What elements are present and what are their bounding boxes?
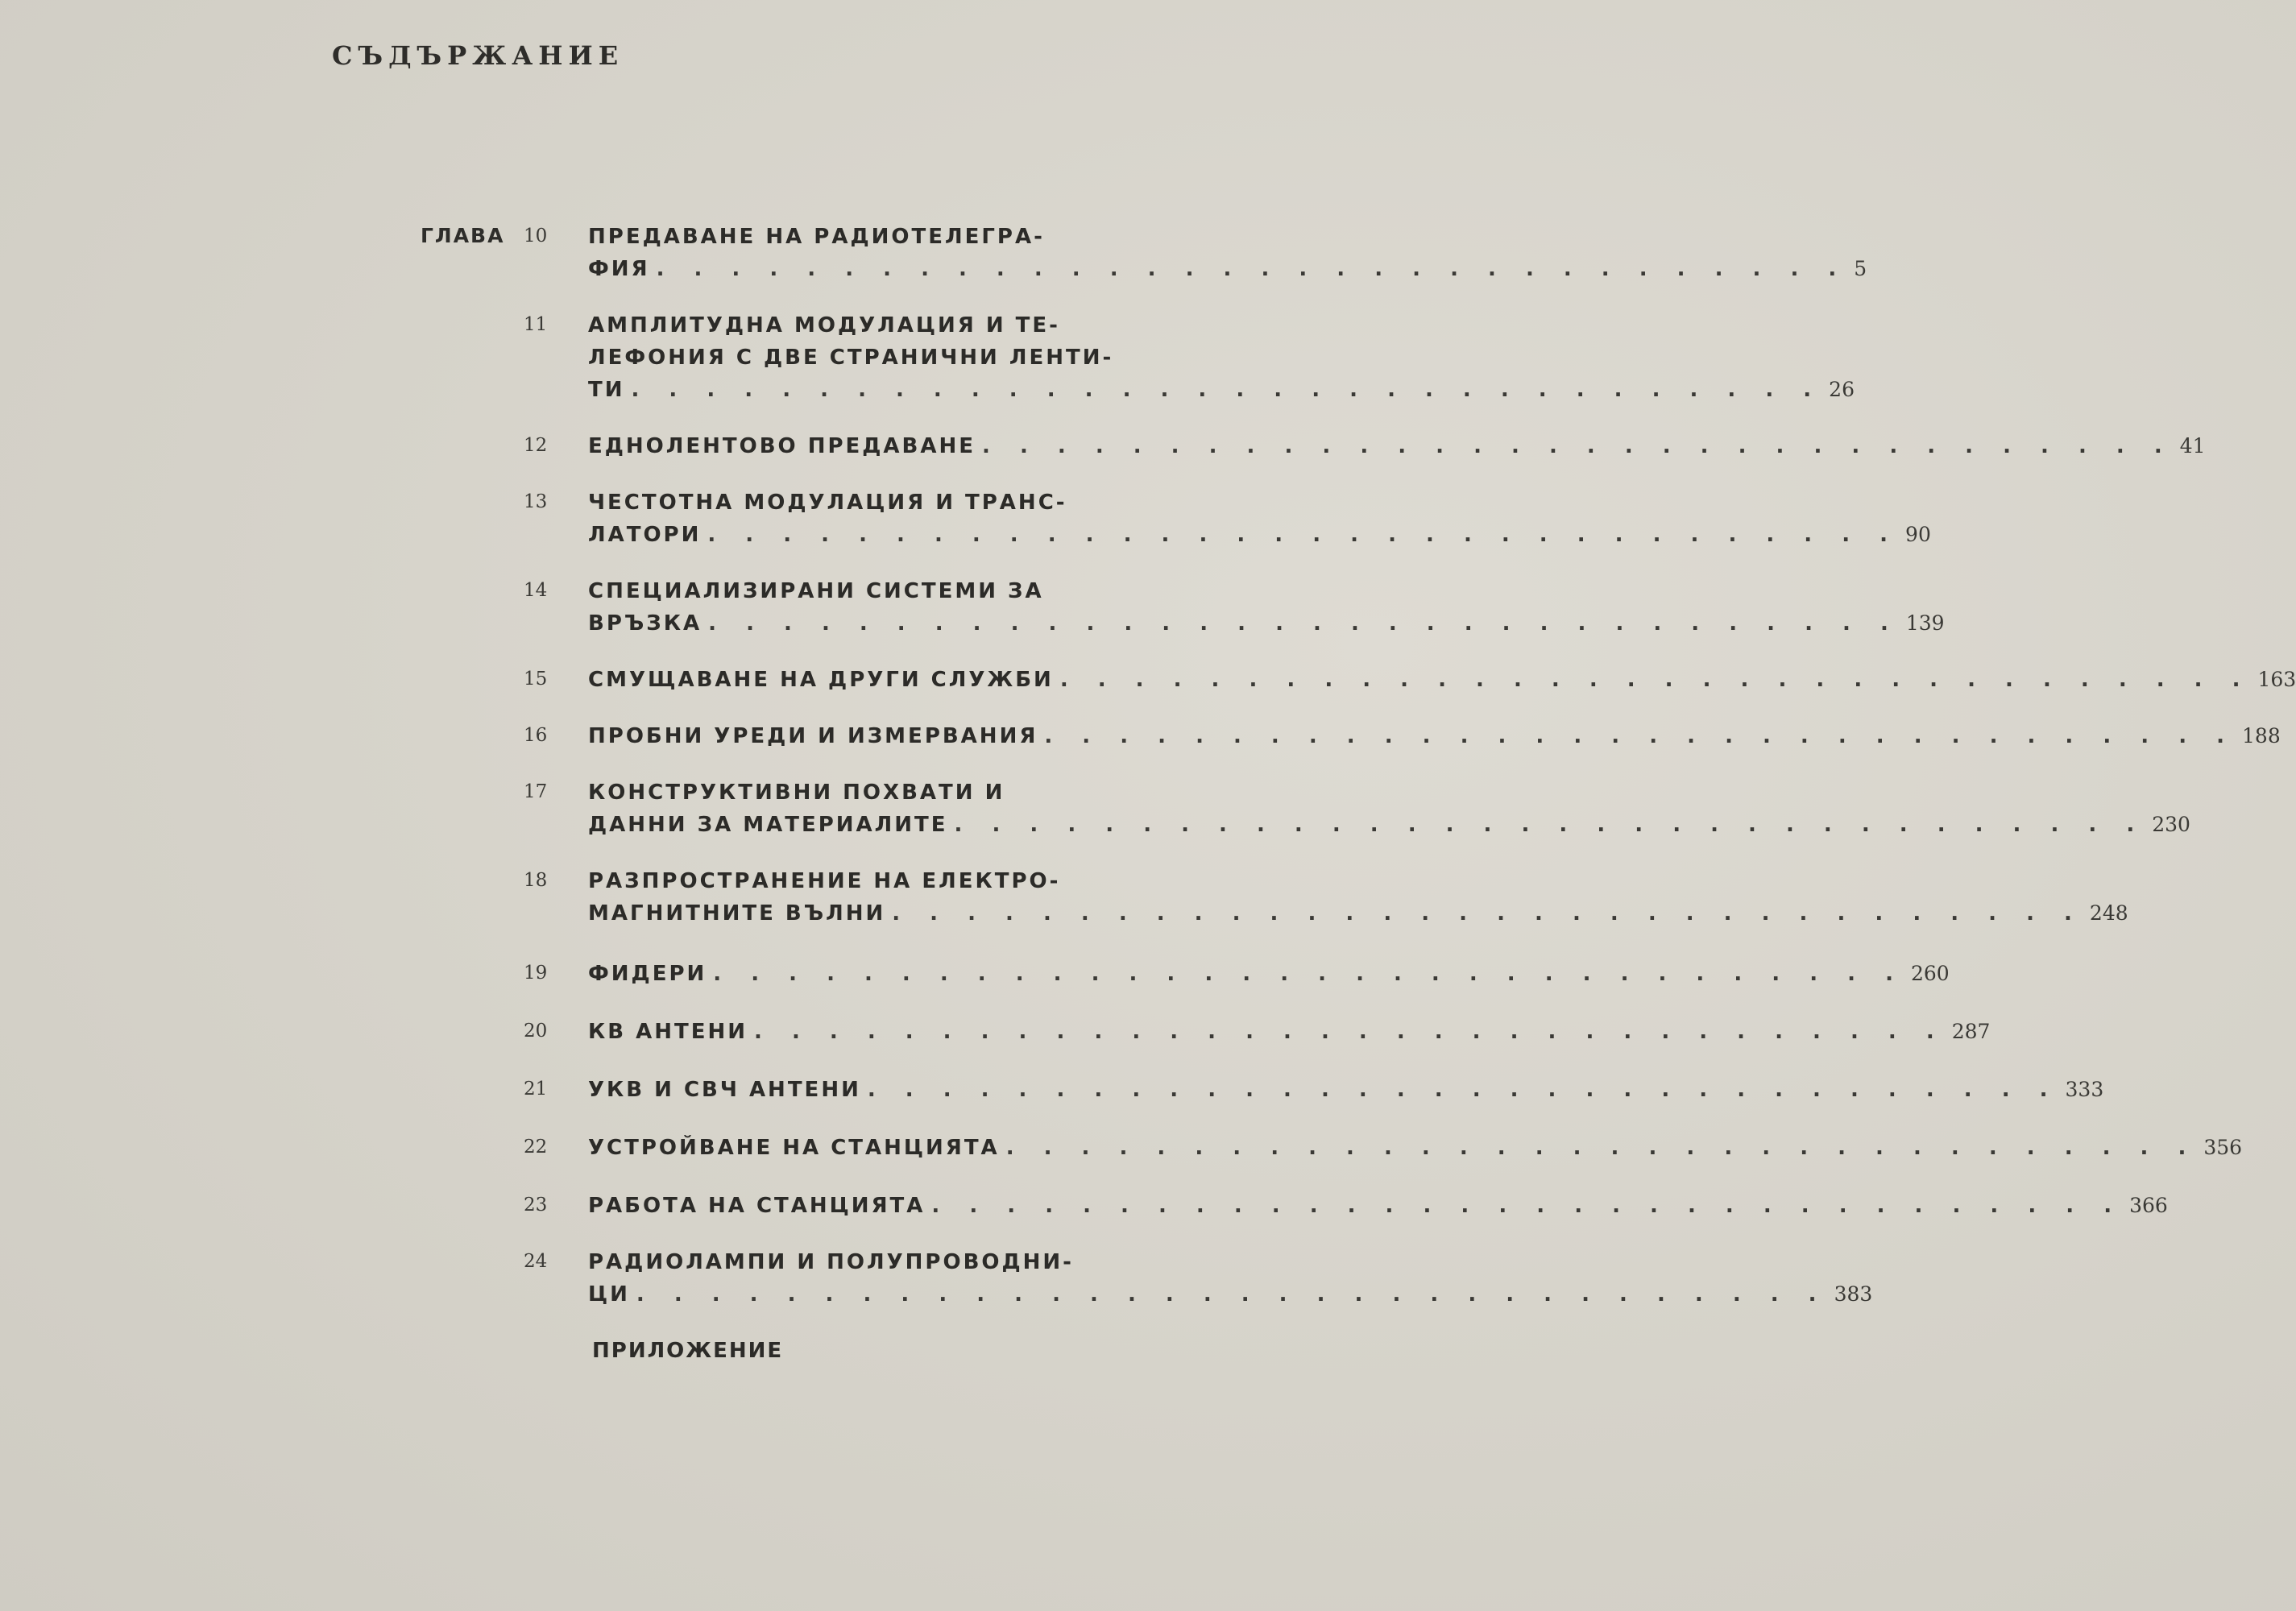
chapter-number: 13 — [524, 491, 548, 512]
page-number: 139 — [1905, 611, 1945, 635]
page-number: 5 — [1854, 257, 1867, 280]
chapter-title — [588, 1190, 2168, 1222]
appendix-entry[interactable]: ПРИЛОЖЕНИЕ — [592, 1339, 784, 1363]
chapter-title-line — [588, 1016, 1991, 1048]
chapter-title — [588, 1132, 2243, 1164]
page-number: 26 — [1829, 378, 1855, 401]
chapter-title-text: КВ АНТЕНИ — [588, 1020, 748, 1044]
chapter-title-line — [588, 1190, 2168, 1222]
chapter-title-line — [588, 253, 1867, 285]
chapter-number: 19 — [524, 963, 548, 984]
chapter-title-line: АМПЛИТУДНА МОДУЛАЦИЯ И ТЕ- — [588, 313, 1060, 338]
page-number: 230 — [2152, 813, 2190, 836]
page-number: 260 — [1910, 962, 1950, 985]
chapter-title-text: ЦИ — [588, 1282, 630, 1307]
chapter-title — [588, 865, 2128, 930]
chapter-number: 16 — [524, 725, 548, 746]
chapter-title-text: ФИЯ — [588, 257, 650, 281]
dot-leader: . . . . . . . . . . . . . . . . . . . . . . . . . . . . . . . . — [708, 611, 1900, 636]
chapter-title-line — [588, 664, 2296, 696]
chapter-number: 24 — [524, 1251, 548, 1272]
chapter-title-line — [588, 519, 1931, 551]
chapter-title-text: ФИДЕРИ — [588, 962, 707, 986]
dot-leader: . . . . . . . . . . . . . . . . . . . . . . . . . . . . . . . . — [713, 962, 1904, 986]
chapter-number: 17 — [524, 781, 548, 802]
chapter-title-line: ЛЕФОНИЯ С ДВЕ СТРАНИЧНИ ЛЕНТИ- — [588, 346, 1114, 370]
chapter-title-line — [588, 607, 1945, 640]
chapter-title-text: ЕДНОЛЕНТОВО ПРЕДАВАНЕ — [588, 434, 976, 458]
chapter-number: 10 — [524, 226, 548, 246]
chapter-title — [588, 958, 1950, 990]
chapter-title-text: ДАННИ ЗА МАТЕРИАЛИТЕ — [588, 813, 948, 837]
chapter-title — [588, 430, 2206, 462]
dot-leader: . . . . . . . . . . . . . . . . . . . . . . . . . . . . . . . . — [892, 901, 2083, 926]
chapter-title — [588, 575, 1945, 640]
chapter-title-text: ЛАТОРИ — [588, 523, 702, 547]
chapter-title-line: ПРЕДАВАНЕ НА РАДИОТЕЛЕГРА- — [588, 225, 1045, 249]
chapter-number: 14 — [524, 580, 548, 601]
dot-leader: . . . . . . . . . . . . . . . . . . . . . . . . . . . . . . . . — [931, 1194, 2124, 1218]
chapter-title-line — [588, 1074, 2104, 1106]
page-number: 90 — [1905, 523, 1931, 546]
chapter-number: 11 — [524, 314, 548, 335]
dot-leader: . . . . . . . . . . . . . . . . . . . . . . . . . . . . . . . . — [754, 1020, 1946, 1044]
chapter-title-line — [588, 1132, 2243, 1164]
chapter-title-line — [588, 1278, 1873, 1311]
chapter-number: 22 — [524, 1137, 548, 1158]
page-title: СЪДЪРЖАНИЕ — [332, 40, 624, 71]
dot-leader: . . . . . . . . . . . . . . . . . . . . . . . . . . . . . . . . — [707, 523, 1900, 547]
chapter-title — [588, 664, 2296, 696]
chapter-number: 23 — [524, 1195, 548, 1215]
dot-leader: . . . . . . . . . . . . . . . . . . . . . . . . . . . . . . . . — [867, 1078, 2059, 1102]
page-number: 41 — [2179, 434, 2206, 458]
page-number: 333 — [2065, 1078, 2104, 1101]
chapter-title — [588, 777, 2190, 841]
chapter-title-line: КОНСТРУКТИВНИ ПОХВАТИ И — [588, 781, 1005, 805]
chapter-number: 20 — [524, 1021, 548, 1042]
dot-leader: . . . . . . . . . . . . . . . . . . . . . . . . . . . . . . . . — [1044, 724, 2236, 748]
chapter-title — [588, 1074, 2104, 1106]
dot-leader: . . . . . . . . . . . . . . . . . . . . . . . . . . . . . . . . — [982, 434, 2174, 458]
page-number: 188 — [2242, 724, 2281, 748]
page-number: 287 — [1951, 1020, 1991, 1043]
page-number: 366 — [2129, 1194, 2168, 1217]
chapter-title-line — [588, 720, 2281, 752]
chapter-title-line — [588, 958, 1950, 990]
chapter-title-line: РАДИОЛАМПИ И ПОЛУПРОВОДНИ- — [588, 1250, 1074, 1274]
chapter-title-line: ЧЕСТОТНА МОДУЛАЦИЯ И ТРАНС- — [588, 491, 1067, 515]
chapter-number: 18 — [524, 870, 548, 891]
page-number: 248 — [2089, 901, 2128, 925]
page-number: 356 — [2203, 1136, 2243, 1159]
chapter-title-line — [588, 374, 1855, 406]
chapter-title — [588, 487, 1931, 551]
chapter-title-text: ПРОБНИ УРЕДИ И ИЗМЕРВАНИЯ — [588, 724, 1038, 748]
page-number: 383 — [1834, 1282, 1873, 1306]
dot-leader: . . . . . . . . . . . . . . . . . . . . . . . . . . . . . . . . — [954, 813, 2146, 837]
chapter-number: 15 — [524, 669, 548, 690]
chapter-title-line — [588, 809, 2190, 841]
chapter-title — [588, 309, 1855, 406]
chapter-title — [588, 1016, 1991, 1048]
chapter-number: 12 — [524, 435, 548, 456]
chapter-number: 21 — [524, 1079, 548, 1100]
dot-leader: . . . . . . . . . . . . . . . . . . . . . . . . . . . . . . . . — [636, 1282, 1828, 1307]
chapter-title-text: СМУЩАВАНЕ НА ДРУГИ СЛУЖБИ — [588, 668, 1054, 692]
chapter-title — [588, 1246, 1873, 1311]
chapter-title — [588, 221, 1867, 285]
chapter-title-line — [588, 430, 2206, 462]
chapter-title-line — [588, 897, 2128, 930]
dot-leader: . . . . . . . . . . . . . . . . . . . . . . . . . . . . . . . . — [631, 378, 1823, 402]
page-number: 163 — [2257, 668, 2296, 691]
dot-leader: . . . . . . . . . . . . . . . . . . . . . . . . . . . . . . . . — [1005, 1136, 2198, 1160]
chapter-title-text: УКВ И СВЧ АНТЕНИ — [588, 1078, 861, 1102]
chapter-title-text: ВРЪЗКА — [588, 611, 702, 636]
chapter-title-line: РАЗПРОСТРАНЕНИЕ НА ЕЛЕКТРО- — [588, 869, 1061, 893]
dot-leader: . . . . . . . . . . . . . . . . . . . . . . . . . . . . . . . . — [656, 257, 1848, 281]
chapter-title-text: ТИ — [588, 378, 625, 402]
chapter-title-text: РАБОТА НА СТАНЦИЯТА — [588, 1194, 926, 1218]
chapter-title-line: СПЕЦИАЛИЗИРАНИ СИСТЕМИ ЗА — [588, 579, 1044, 603]
chapter-title — [588, 720, 2281, 752]
dot-leader: . . . . . . . . . . . . . . . . . . . . . . . . . . . . . . . . — [1059, 668, 2252, 692]
chapter-title-text: МАГНИТНИТЕ ВЪЛНИ — [588, 901, 886, 926]
chapter-title-text: УСТРОЙВАНЕ НА СТАНЦИЯТА — [588, 1136, 1000, 1160]
chapter-label: ГЛАВА — [421, 224, 505, 247]
